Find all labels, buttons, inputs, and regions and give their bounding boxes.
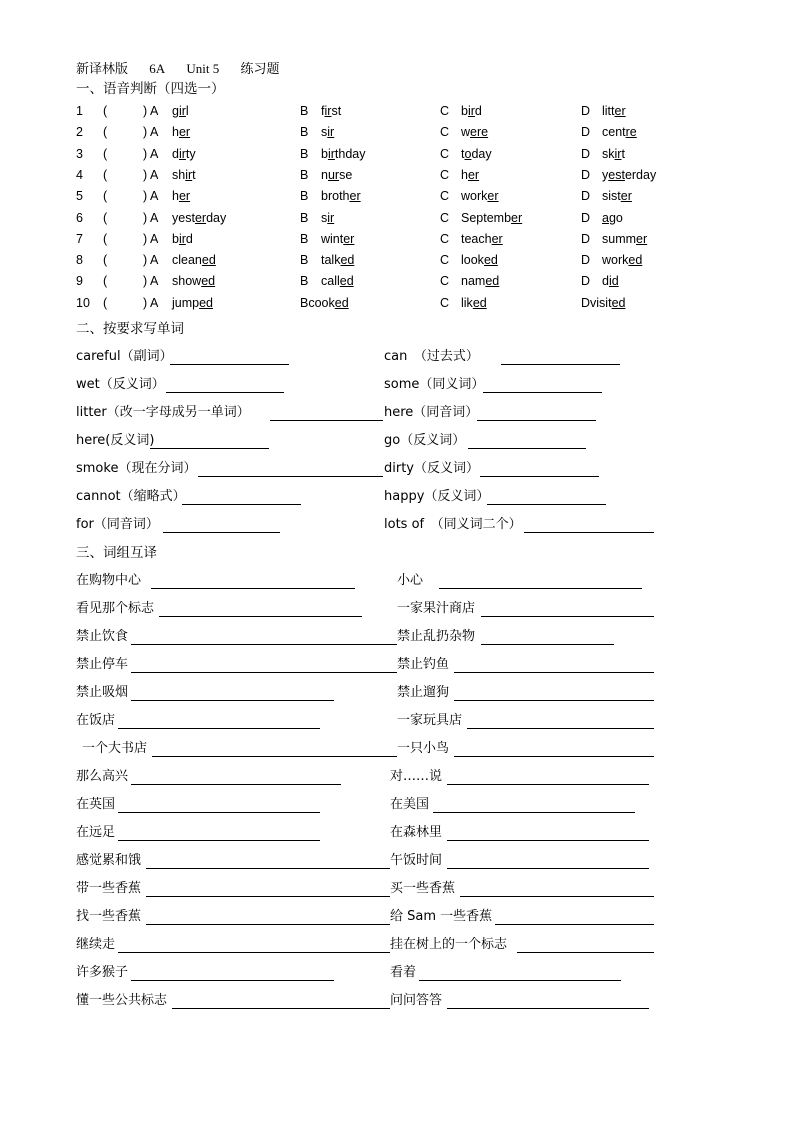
underlined-letters: er [343, 232, 355, 246]
answer-blank[interactable] [517, 952, 654, 953]
answer-paren-open[interactable]: ( [103, 274, 108, 288]
question-number: 4 [76, 168, 83, 182]
underlined-letters: er [511, 211, 523, 225]
answer-paren-close: ) A [143, 168, 159, 182]
option-a: bird [172, 232, 193, 246]
option-a: cleaned [172, 253, 216, 267]
question-number: 2 [76, 125, 83, 139]
underlined-letters: est [608, 168, 625, 182]
option-d: worked [602, 253, 643, 267]
underlined-letters: ed [483, 253, 498, 267]
underlined-letters: ir [178, 147, 186, 161]
answer-blank[interactable] [460, 896, 654, 897]
part3-right-phrase: 一只小鸟 [397, 741, 450, 756]
option-b-label: B [300, 189, 309, 203]
answer-blank[interactable] [131, 644, 397, 645]
option-b-label: B [300, 168, 309, 182]
answer-paren-open[interactable]: ( [103, 189, 108, 203]
part3-left-phrase: 许多猴子 [76, 965, 129, 980]
underlined-letters: ir [324, 104, 332, 118]
option-b: talked [321, 253, 355, 267]
option-b-label: B [300, 253, 309, 267]
underlined-letters: ir [327, 147, 335, 161]
part3-left-phrase: 带一些香蕉 [76, 881, 142, 896]
underlined-letters: ed [201, 274, 216, 288]
option-d: litter [602, 104, 626, 118]
underlined-letters: ir [327, 125, 335, 139]
answer-blank[interactable] [439, 588, 642, 589]
option-b-label: B [300, 211, 309, 225]
answer-blank[interactable] [447, 868, 649, 869]
option-a: jumped [172, 296, 213, 310]
option-c: named [461, 274, 500, 288]
answer-blank[interactable] [198, 476, 383, 477]
underlined-letters: o [464, 147, 472, 161]
answer-blank[interactable] [131, 700, 334, 701]
part3-right-phrase: 问问答答 [390, 993, 443, 1008]
option-c: her [461, 168, 480, 182]
option-c: today [461, 147, 492, 161]
underlined-letters: ir [178, 104, 186, 118]
answer-blank[interactable] [118, 812, 320, 813]
option-d: did [602, 274, 619, 288]
question-number: 7 [76, 232, 83, 246]
answer-blank[interactable] [447, 840, 649, 841]
option-d: sister [602, 189, 632, 203]
answer-blank[interactable] [182, 504, 301, 505]
option-b: called [321, 274, 354, 288]
part2-left-prompt: wet（反义词） [76, 377, 165, 392]
question-number: 5 [76, 189, 83, 203]
option-d: skirt [602, 147, 625, 161]
underlined-letters: er [178, 125, 191, 139]
option-d: Dvisited [581, 296, 626, 310]
option-d-label: D [581, 232, 591, 246]
underlined-letters: er [178, 189, 191, 203]
answer-blank[interactable] [166, 392, 284, 393]
underlined-letters: ir [178, 232, 186, 246]
part3-left-phrase: 懂一些公共标志 [76, 993, 168, 1008]
underlined-letters: er [491, 232, 503, 246]
question-number: 10 [76, 296, 90, 310]
answer-paren-close: ) A [143, 296, 159, 310]
answer-blank[interactable] [454, 700, 654, 701]
answer-blank[interactable] [152, 756, 397, 757]
underlined-letters: ed [339, 274, 354, 288]
part3-left-phrase: 继续走 [76, 937, 116, 952]
answer-blank[interactable] [487, 504, 606, 505]
answer-paren-open[interactable]: ( [103, 232, 108, 246]
option-b: first [321, 104, 342, 118]
option-b-label: B [300, 232, 309, 246]
underlined-letters: ir [327, 211, 335, 225]
answer-blank[interactable] [433, 812, 635, 813]
publisher: 新译林版 [76, 61, 129, 76]
option-d-label: D [581, 189, 591, 203]
part3-left-phrase: 在远足 [76, 825, 116, 840]
option-b: sir [321, 211, 335, 225]
underlined-letters: er [487, 189, 499, 203]
option-a: yesterday [172, 211, 227, 225]
answer-blank[interactable] [501, 364, 620, 365]
answer-paren-open[interactable]: ( [103, 296, 108, 310]
option-c: bird [461, 104, 482, 118]
answer-paren-close: ) A [143, 104, 159, 118]
part3-left-phrase: 找一些香蕉 [76, 909, 142, 924]
answer-blank[interactable] [150, 448, 269, 449]
answer-blank[interactable] [495, 924, 654, 925]
answer-blank[interactable] [159, 616, 362, 617]
question-number: 8 [76, 253, 83, 267]
option-c: September [461, 211, 523, 225]
answer-blank[interactable] [468, 448, 586, 449]
underlined-letters: er [349, 189, 361, 203]
part3-left-phrase: 禁止饮食 [76, 629, 129, 644]
answer-paren-close: ) A [143, 274, 159, 288]
part3-right-phrase: 看着 [390, 965, 417, 980]
answer-blank[interactable] [118, 840, 320, 841]
answer-paren-open[interactable]: ( [103, 147, 108, 161]
underlined-letters: er [614, 104, 626, 118]
option-c: were [461, 125, 489, 139]
part2-left-prompt: here(反义词) [76, 433, 155, 448]
option-c-label: C [440, 211, 450, 225]
part2-right-prompt: can （过去式） [384, 349, 479, 364]
option-c-label: C [440, 168, 450, 182]
answer-blank[interactable] [172, 1008, 390, 1009]
option-a: dirty [172, 147, 196, 161]
answer-paren-close: ) A [143, 253, 159, 267]
question-number: 9 [76, 274, 83, 288]
answer-blank[interactable] [151, 588, 355, 589]
answer-paren-open[interactable]: ( [103, 125, 108, 139]
option-c: teacher [461, 232, 503, 246]
grade: 6A [149, 61, 166, 76]
option-d-label: D [581, 253, 591, 267]
answer-paren-open[interactable]: ( [103, 104, 108, 118]
part2-left-prompt: careful（副词） [76, 349, 173, 364]
option-d-label: D [581, 147, 591, 161]
option-c-label: C [440, 147, 450, 161]
option-d-label: D [581, 211, 591, 225]
part2-right-prompt: go（反义词） [384, 433, 466, 448]
underlined-letters: ed [472, 296, 487, 310]
option-c-label: C [440, 125, 450, 139]
option-b-label: B [300, 147, 309, 161]
answer-blank[interactable] [447, 1008, 649, 1009]
part2-right-prompt: happy（反义词） [384, 489, 490, 504]
answer-paren-open[interactable]: ( [103, 168, 108, 182]
option-c: looked [461, 253, 498, 267]
part3-left-phrase: 禁止吸烟 [76, 685, 129, 700]
part3-right-phrase: 一家玩具店 [397, 713, 463, 728]
part3-right-phrase: 对……说 [390, 769, 443, 784]
worksheet-title [76, 61, 298, 77]
part3-left-phrase: 在饭店 [76, 713, 116, 728]
option-d-label: D [581, 168, 591, 182]
part2-heading: 二、按要求写单词 [76, 321, 184, 337]
part3-right-phrase: 禁止遛狗 [397, 685, 450, 700]
unit: Unit 5 [186, 61, 220, 76]
answer-blank[interactable] [477, 420, 596, 421]
option-b-label: B [300, 125, 309, 139]
part3-right-phrase: 给 Sam 一些香蕉 [390, 909, 493, 924]
answer-paren-open[interactable]: ( [103, 253, 108, 267]
option-c-label: C [440, 189, 450, 203]
answer-blank[interactable] [131, 784, 341, 785]
answer-blank[interactable] [163, 532, 280, 533]
option-d-label: D [581, 104, 591, 118]
option-b: birthday [321, 147, 366, 161]
part2-left-prompt: for（同音词） [76, 517, 159, 532]
option-b: nurse [321, 168, 353, 182]
underlined-letters: ed [628, 253, 643, 267]
answer-paren-close: ) A [143, 125, 159, 139]
part2-right-prompt: lots of （同义词二个） [384, 517, 522, 532]
part3-right-phrase: 一家果汁商店 [397, 601, 476, 616]
part2-right-prompt: dirty（反义词） [384, 461, 479, 476]
question-number: 1 [76, 104, 83, 118]
option-a: shirt [172, 168, 196, 182]
part3-heading: 三、词组互译 [76, 545, 157, 561]
option-d-label: D [581, 274, 591, 288]
part3-left-phrase: 在购物中心 [76, 573, 142, 588]
title-text: 练习题 [240, 61, 280, 76]
part3-right-phrase: 在美国 [390, 797, 430, 812]
answer-blank[interactable] [454, 756, 654, 757]
part3-left-phrase: 在英国 [76, 797, 116, 812]
underlined-letters: ed [340, 253, 355, 267]
option-a: her [172, 125, 191, 139]
answer-blank[interactable] [481, 644, 614, 645]
part3-right-phrase: 禁止乱扔杂物 [397, 629, 476, 644]
option-b: sir [321, 125, 335, 139]
answer-blank[interactable] [270, 420, 383, 421]
option-a: girl [172, 104, 189, 118]
answer-blank[interactable] [118, 728, 320, 729]
part2-left-prompt: smoke（现在分词） [76, 461, 197, 476]
option-b: winter [321, 232, 355, 246]
answer-blank[interactable] [170, 364, 289, 365]
underlined-letters: a [602, 211, 609, 225]
part3-right-phrase: 小心 [397, 573, 424, 588]
part3-right-phrase: 在森林里 [390, 825, 443, 840]
part3-right-phrase: 买一些香蕉 [390, 881, 456, 896]
answer-paren-close: ) A [143, 232, 159, 246]
underlined-letters: re [625, 125, 637, 139]
option-c-label: C [440, 274, 450, 288]
answer-blank[interactable] [480, 476, 599, 477]
part3-left-phrase: 感觉累和饿 [76, 853, 142, 868]
answer-paren-close: ) A [143, 211, 159, 225]
option-c: worker [461, 189, 499, 203]
answer-blank[interactable] [454, 672, 654, 673]
underlined-letters: ir [185, 168, 193, 182]
underlined-letters: ed [485, 274, 500, 288]
option-d-label: D [581, 125, 591, 139]
option-d: centre [602, 125, 637, 139]
part2-left-prompt: cannot（缩略式） [76, 489, 186, 504]
part3-left-phrase: 那么高兴 [76, 769, 129, 784]
answer-blank[interactable] [483, 392, 602, 393]
underlined-letters: id [608, 274, 619, 288]
underlined-letters: er [620, 189, 632, 203]
option-c-label: C [440, 232, 450, 246]
question-number: 6 [76, 211, 83, 225]
underlined-letters: er [467, 168, 480, 182]
part2-right-prompt: here（同音词） [384, 405, 479, 420]
option-b: brother [321, 189, 361, 203]
part1-heading: 一、语音判断（四选一） [76, 81, 225, 97]
option-d: ago [602, 211, 623, 225]
answer-blank[interactable] [419, 980, 621, 981]
answer-blank[interactable] [447, 784, 649, 785]
underlined-letters: ed [201, 253, 216, 267]
underlined-letters: ere [470, 125, 489, 139]
underlined-letters: ur [327, 168, 340, 182]
answer-paren-open[interactable]: ( [103, 211, 108, 225]
part3-right-phrase: 挂在树上的一个标志 [390, 937, 508, 952]
answer-paren-close: ) A [143, 189, 159, 203]
answer-blank[interactable] [146, 896, 390, 897]
part3-left-phrase: 看见那个标志 [76, 601, 155, 616]
part2-left-prompt: litter（改一字母成另一单词） [76, 405, 250, 420]
option-c: liked [461, 296, 487, 310]
answer-blank[interactable] [131, 672, 397, 673]
part3-right-phrase: 午饭时间 [390, 853, 443, 868]
underlined-letters: ir [467, 104, 475, 118]
answer-paren-close: ) A [143, 147, 159, 161]
answer-blank[interactable] [146, 868, 390, 869]
option-c-label: C [440, 296, 450, 310]
part3-left-phrase: 一个大书店 [82, 741, 148, 756]
answer-blank[interactable] [481, 616, 654, 617]
option-c-label: C [440, 104, 450, 118]
answer-blank[interactable] [467, 728, 654, 729]
answer-blank[interactable] [131, 980, 334, 981]
question-number: 3 [76, 147, 83, 161]
answer-blank[interactable] [118, 952, 390, 953]
option-a: her [172, 189, 191, 203]
answer-blank[interactable] [146, 924, 390, 925]
underlined-letters: ed [199, 296, 213, 310]
part3-left-phrase: 禁止停车 [76, 657, 129, 672]
underlined-letters: er [636, 232, 648, 246]
option-d: summer [602, 232, 648, 246]
option-c-label: C [440, 253, 450, 267]
option-a: showed [172, 274, 216, 288]
option-b-label: B [300, 104, 309, 118]
option-b: Bcooked [300, 296, 349, 310]
underlined-letters: ir [614, 147, 622, 161]
option-b-label: B [300, 274, 309, 288]
underlined-letters: er [194, 211, 207, 225]
option-d: yesterday [602, 168, 657, 182]
answer-blank[interactable] [524, 532, 654, 533]
part2-right-prompt: some（同义词） [384, 377, 485, 392]
part3-right-phrase: 禁止钓鱼 [397, 657, 450, 672]
